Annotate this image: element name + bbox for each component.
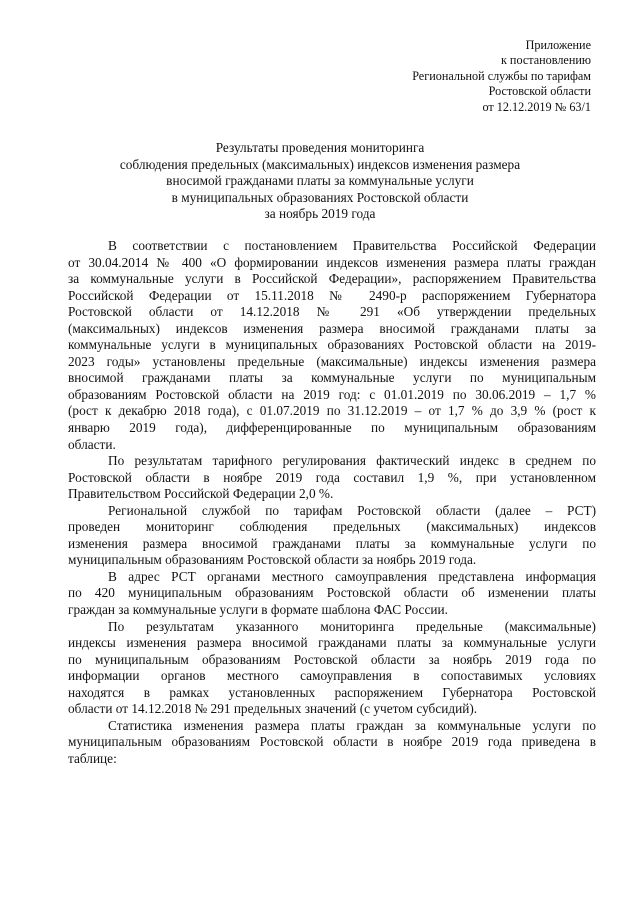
text-line: образованиям Ростовской области на 2019 год: с 01.01.2019 по 30.06.2019 – 1,7 % [68,386,596,402]
text-line: По результатам тарифного регулирования фактический индекс в среднем по [108,453,596,469]
text-line: по 420 муниципальным образованиям Ростовской области об изменении платы [68,585,596,601]
document-title [60,140,580,223]
title-line: в муниципальных образованиях Ростовской области [171,189,469,205]
title-line: Результаты проведения мониторинга [215,140,425,155]
text-line: таблице: [68,750,117,766]
paragraph-monitoring [68,503,596,569]
text-line: (рост к декабрю 2018 года), с 01.07.2019 по 31.12.2019 – от 1,7 % до 3,9 % (рост к [68,403,596,419]
text-line: По результатам указанного мониторинга предельные (максимальные) [108,618,596,634]
text-line: проведен мониторинг соблюдения предельных (максимальных) индексов [68,519,596,535]
appendix-header [412,38,591,115]
text-line: муниципальным образованиям Ростовской области за ноябрь 2019 года. [68,552,477,568]
paragraph-information [68,569,596,619]
document-body [68,238,596,768]
appendix-line: Региональной службы по тарифам [412,68,591,83]
appendix-line: Ростовской области [488,84,591,99]
text-line: 2023 годы» установлены предельные (максимальные) индексы изменения размера [68,353,596,369]
text-line: области. [68,436,116,452]
text-line: Ростовской области в ноябре 2019 года составил 1,9 %, при установленном [68,469,596,485]
text-line: Ростовской области от 14.12.2018 № 291 «Об утверждении предельных [68,304,596,320]
text-line: (максимальных) индексов изменения размера вносимой гражданами платы за [68,320,596,336]
text-line: Российской Федерации от 15.11.2018 № 2490-р распоряжением Губернатора [68,287,596,303]
appendix-line: от 12.12.2019 № 63/1 [482,99,591,114]
paragraph-legal-basis [68,238,596,453]
text-line: Статистика изменения размера платы граждан за коммунальные услуги по [108,717,596,733]
paragraph-statistics [68,718,596,768]
text-line: В соответствии с постановлением Правительства Российской Федерации [108,238,596,253]
appendix-line: к постановлению [500,53,591,68]
title-line: соблюдения предельных (максимальных) индексов изменения размера [119,156,521,172]
text-line: по муниципальным образованиям Ростовской области за ноябрь 2019 года по [68,651,596,667]
text-line: находятся в рамках установленных распоряжением Губернатора Ростовской [68,684,596,700]
text-line: муниципальным образованиям Ростовской области в ноябре 2019 года приведена в [68,734,596,750]
text-line: В адрес РСТ органами местного самоуправления представлена информация [108,568,596,584]
paragraph-results [68,619,596,718]
text-line: индексы изменения размера вносимой гражданами платы за коммунальные услуги [68,635,596,651]
text-line: за коммунальные услуги в Российской Федерации», распоряжением Правительства [68,271,596,287]
title-line: вносимой гражданами платы за коммунальные услуги [166,173,474,189]
title-line: за ноябрь 2019 года [264,206,376,222]
paragraph-actual-index [68,453,596,503]
text-line: информации органов местного самоуправления в сопоставимых условиях [68,668,596,684]
text-line: коммунальные услуги в муниципальных образованиях Ростовской области на 2019- [68,337,596,353]
appendix-line: Приложение [525,38,591,52]
text-line: области от 14.12.2018 № 291 предельных значений (с учетом субсидий). [68,701,478,717]
text-line: январю 2019 года), дифференцированные по муниципальным образованиям [68,420,596,436]
text-line: от 30.04.2014 № 400 «О формировании индексов изменения размера платы граждан [68,254,596,270]
text-line: вносимой гражданами платы за коммунальные услуги по муниципальным [68,370,596,386]
text-line: граждан за коммунальные услуги в формате шаблона ФАС России. [68,602,448,618]
text-line: Правительством Российской Федерации 2,0 %. [68,486,334,502]
text-line: изменения размера вносимой гражданами платы за коммунальные услуги по [68,535,596,551]
text-line: Региональной службой по тарифам Ростовской области (далее – РСТ) [108,502,596,518]
